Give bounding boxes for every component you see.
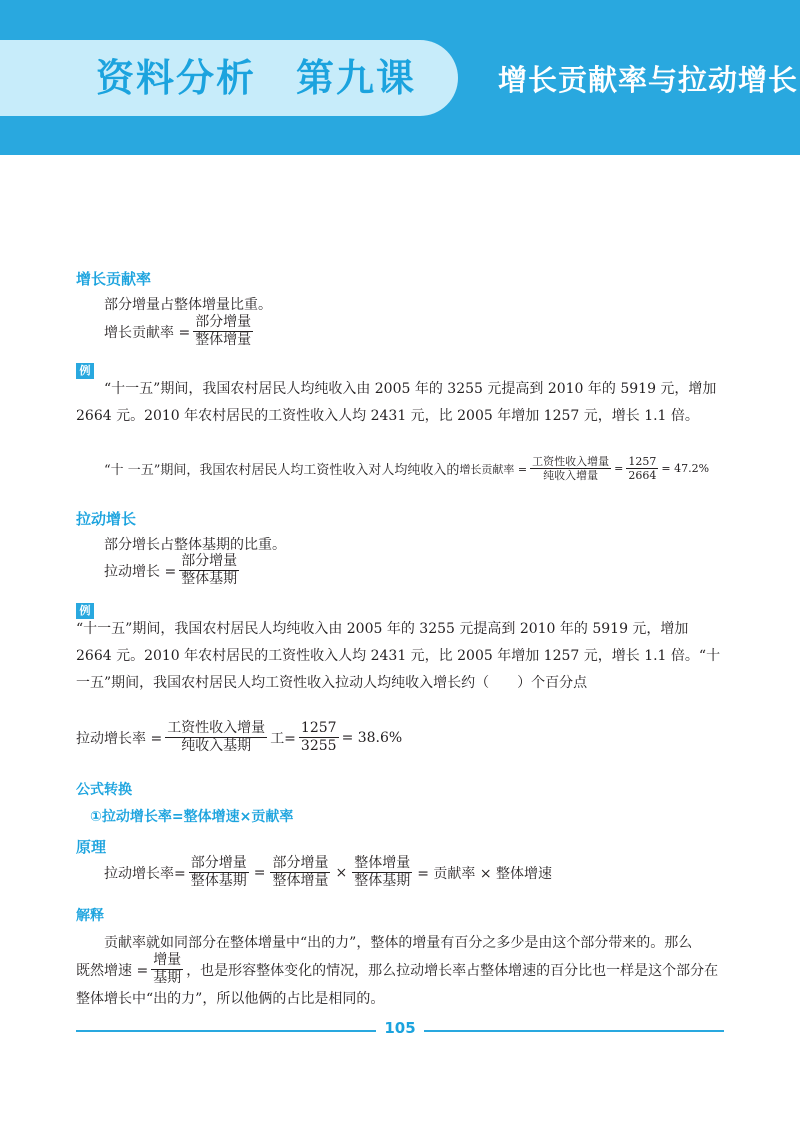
principle-times: ×: [335, 864, 348, 881]
principle-label: 拉动增长率=: [104, 865, 186, 882]
page-header: [0, 0, 800, 155]
fraction-denominator: 2664: [628, 469, 657, 482]
fraction-denominator: 纯收入增量: [543, 469, 599, 482]
footer-line-right: [424, 1030, 724, 1032]
contribution-formula: [104, 314, 256, 349]
contribution-formula-label: 增长贡献率 =: [104, 324, 191, 341]
example1-result: = 47.2%: [661, 462, 710, 475]
fraction-numerator: 部分增量: [190, 855, 247, 871]
example1-answer-prefix: “十 一五”期间，我国农村居民人均工资性收入对人均纯收入的: [104, 463, 460, 478]
fraction-denominator: 整体基期: [190, 873, 247, 889]
fraction-denominator: 整体增量: [272, 873, 329, 889]
fraction-denominator: 纯收入基期: [181, 738, 252, 754]
example2-answer: [76, 720, 402, 755]
fraction-numerator: 工资性收入增量: [532, 455, 610, 468]
pull-fraction: [179, 553, 239, 588]
example2-answer-label: 拉动增长率 =: [76, 730, 163, 747]
conversion-item: ①拉动增长率=整体增速×贡献率: [90, 809, 294, 825]
principle-fraction-2: [270, 855, 330, 890]
chapter-title-part2: 第九课: [296, 56, 417, 100]
chapter-subtitle: 增长贡献率与拉动增长: [498, 63, 799, 97]
example2-badge: 例: [76, 603, 94, 619]
example2-answer-mid: 工=: [270, 730, 296, 747]
example1-equals: =: [614, 462, 624, 475]
example1-text: “十一五”期间，我国农村居民人均纯收入由 2005 年的 3255 元提高到 2010 年的 5919 元，增加 2664 元。2010 年农村居民的工资性收入人均 2431 元，比 2005 年增加 1257 元，增长 1.1 倍。: [76, 381, 717, 424]
footer-line-left: [76, 1030, 376, 1032]
fraction-numerator: 1257: [628, 455, 657, 468]
contribution-heading: 增长贡献率: [76, 270, 152, 288]
conversion-heading: 公式转换: [76, 782, 132, 798]
explanation-line2: [76, 952, 718, 987]
explanation-fraction: [151, 952, 183, 987]
fraction-denominator: 整体基期: [354, 873, 411, 889]
pull-heading: 拉动增长: [76, 510, 137, 528]
fraction-denominator: 基期: [153, 970, 182, 986]
fraction-numerator: 1257: [300, 720, 337, 736]
fraction-numerator: 部分增量: [272, 855, 329, 871]
pull-formula-label: 拉动增长 =: [104, 563, 177, 580]
fraction-numerator: 部分增量: [181, 553, 238, 569]
explanation-heading: 解释: [76, 908, 104, 924]
principle-heading: 原理: [76, 838, 107, 856]
pull-formula: [104, 553, 242, 588]
principle-result: = 贡献率 × 整体增速: [417, 865, 553, 882]
example1-badge: 例: [76, 363, 94, 379]
example1-answer-label: 增长贡献率 =: [459, 462, 528, 476]
contribution-fraction: [193, 314, 253, 349]
chapter-title: [96, 48, 416, 108]
fraction-numerator: 整体增量: [354, 855, 411, 871]
pull-definition: 部分增长占整体基期的比重。: [104, 537, 286, 553]
page-number: 105: [384, 1019, 416, 1037]
principle-fraction-1: [189, 855, 249, 890]
explanation-line1: 贡献率就如同部分在整体增量中“出的力”，整体的增量有百分之多少是由这个部分带来的。那么: [104, 935, 693, 951]
fraction-numerator: 工资性收入增量: [167, 720, 266, 736]
principle-equals: =: [253, 864, 266, 881]
chapter-title-part1: 资料分析: [96, 56, 257, 100]
example2-text: “十一五”期间，我国农村居民人均纯收入由 2005 年的 3255 元提高到 2010 年的 5919 元，增加 2664 元。2010 年农村居民的工资性收入人均 2431 元，比 2005 年增加 1257 元，增长 1.1 倍。“十一五”期间，我国农村居民人均工资性收入拉动人均纯收入增长约（ ）个百分点: [76, 621, 721, 691]
example1-fraction-2: [626, 455, 658, 482]
explanation-line3: 整体增长中“出的力”，所以他俩的占比是相同的。: [76, 991, 385, 1007]
example2-fraction-2: [299, 720, 339, 755]
principle-formula: [104, 855, 554, 890]
fraction-denominator: 整体基期: [181, 571, 238, 587]
principle-fraction-3: [352, 855, 412, 890]
fraction-numerator: 增量: [153, 952, 182, 968]
explanation-line2-prefix: 既然增速 =: [76, 962, 149, 979]
example1-fraction-1: [530, 455, 611, 482]
example2-result: = 38.6%: [341, 729, 403, 746]
example2-fraction-1: [165, 720, 267, 755]
fraction-numerator: 部分增量: [195, 314, 252, 330]
fraction-denominator: 整体增量: [195, 332, 252, 348]
example1-answer: [104, 455, 709, 482]
explanation-line2-suffix: ，也是形容整体变化的情况，那么拉动增长率占整体增速的百分比也一样是这个部分在: [186, 962, 719, 979]
fraction-denominator: 3255: [300, 738, 337, 754]
contribution-definition: 部分增量占整体增量比重。: [104, 297, 272, 313]
